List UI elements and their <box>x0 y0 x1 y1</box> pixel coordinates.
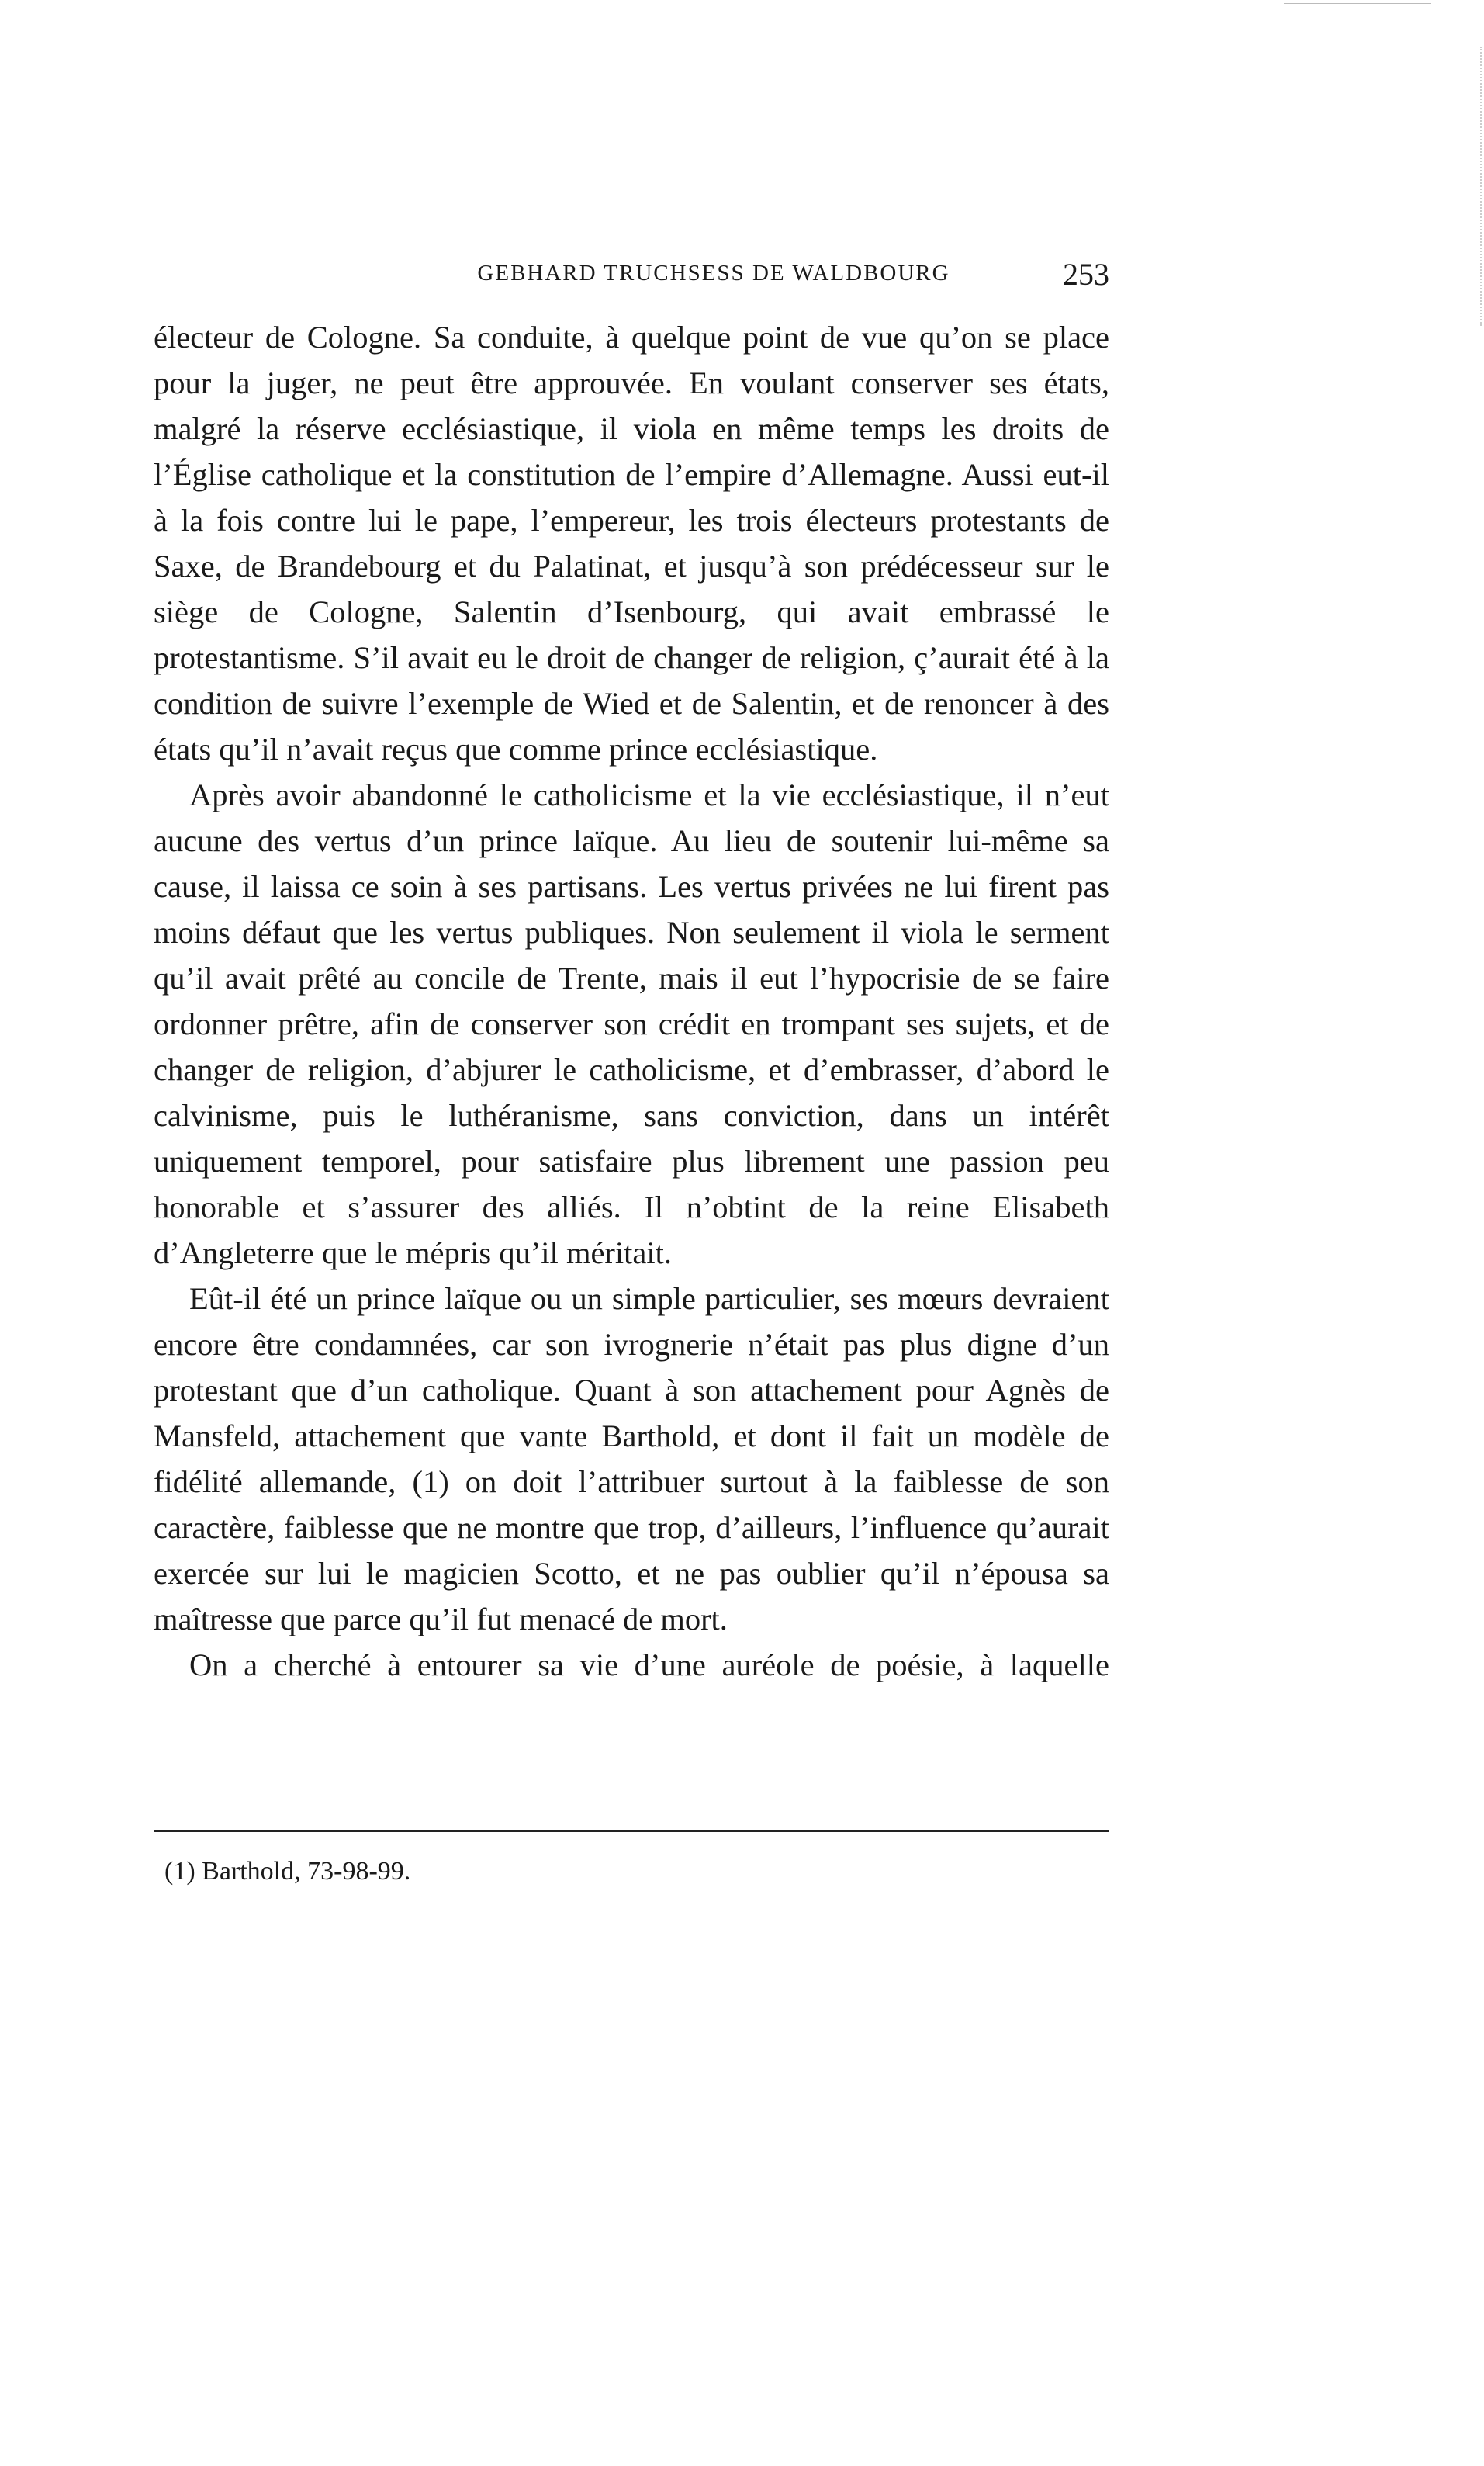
paragraph: On a cherché à entourer sa vie d’une auréole de poésie, à laquelle <box>189 1647 1109 1682</box>
footnote: (1) Barthold, 73-98-99. <box>164 1857 411 1886</box>
paragraph-continued: électeur de Cologne. Sa conduite, à quelque point de vue qu’on se place pour la juger, ne peut être approuvée. En voulant conserver ses états, malgré la réserve ecclésiastique, il viola en même temps les droits de l’Église catholique et la constitution de l’empire d’Allemagne. Aussi eut-il à la fois contre lui le pape, l’empereur, les trois électeurs protestants de Saxe, de Brandebourg et du Palatinat, et jusqu’à son prédécesseur sur le siège de Cologne, Salentin d’Isenbourg, qui avait embrassé le protestantisme. S’il avait eu le droit de changer de religion, ç’aurait été à la condition de suivre l’exemple de Wied et de Salentin, et de renoncer à des états qu’il n’avait reçus que comme prince ecclésiastique. <box>154 320 1109 767</box>
footnote-divider <box>154 1830 1109 1832</box>
paragraph: Après avoir abandonné le catholicisme et la vie ecclésiastique, il n’eut aucune des vertus d’un prince laïque. Au lieu de soutenir lui-même sa cause, il laissa ce soin à ses partisans. Les vertus privées ne lui firent pas moins défaut que les vertus publiques. Non seulement il viola le serment qu’il avait prêté au concile de Trente, mais il eut l’hypocrisie de se faire ordonner prêtre, afin de conserver son crédit en trompant ses sujets, et de changer de religion, d’abjurer le catholicisme, et d’embrasser, d’abord le calvinisme, puis le luthéranisme, sans conviction, dans un intérêt uniquement temporel, pour satisfaire plus librement une passion peu honorable et s’assurer des alliés. Il n’obtint de la reine Elisabeth d’Angleterre que le mépris qu’il méritait. <box>154 778 1109 1270</box>
page-number: 253 <box>1063 257 1109 292</box>
scan-edge-marks <box>1480 47 1482 326</box>
running-title: GEBHARD TRUCHSESS DE WALDBOURG <box>477 261 950 286</box>
body-text <box>154 314 1109 1688</box>
paragraph: Eût-il été un prince laïque ou un simple particulier, ses mœurs devraient encore être condamnées, car son ivrognerie n’était pas plus digne d’un protestant que d’un catholique. Quant à son attachement pour Agnès de Mansfeld, attachement que vante Barthold, et dont il fait un modèle de fidélité allemande, (1) on doit l’attribuer surtout à la faiblesse de son caractère, faiblesse que ne montre que trop, d’ailleurs, l’influence qu’aurait exercée sur lui le magicien Scotto, et ne pas oublier qu’il n’épousa sa maîtresse que parce qu’il fut menacé de mort. <box>154 1281 1109 1636</box>
page-header <box>155 256 1109 303</box>
scan-edge-line <box>1284 3 1431 4</box>
